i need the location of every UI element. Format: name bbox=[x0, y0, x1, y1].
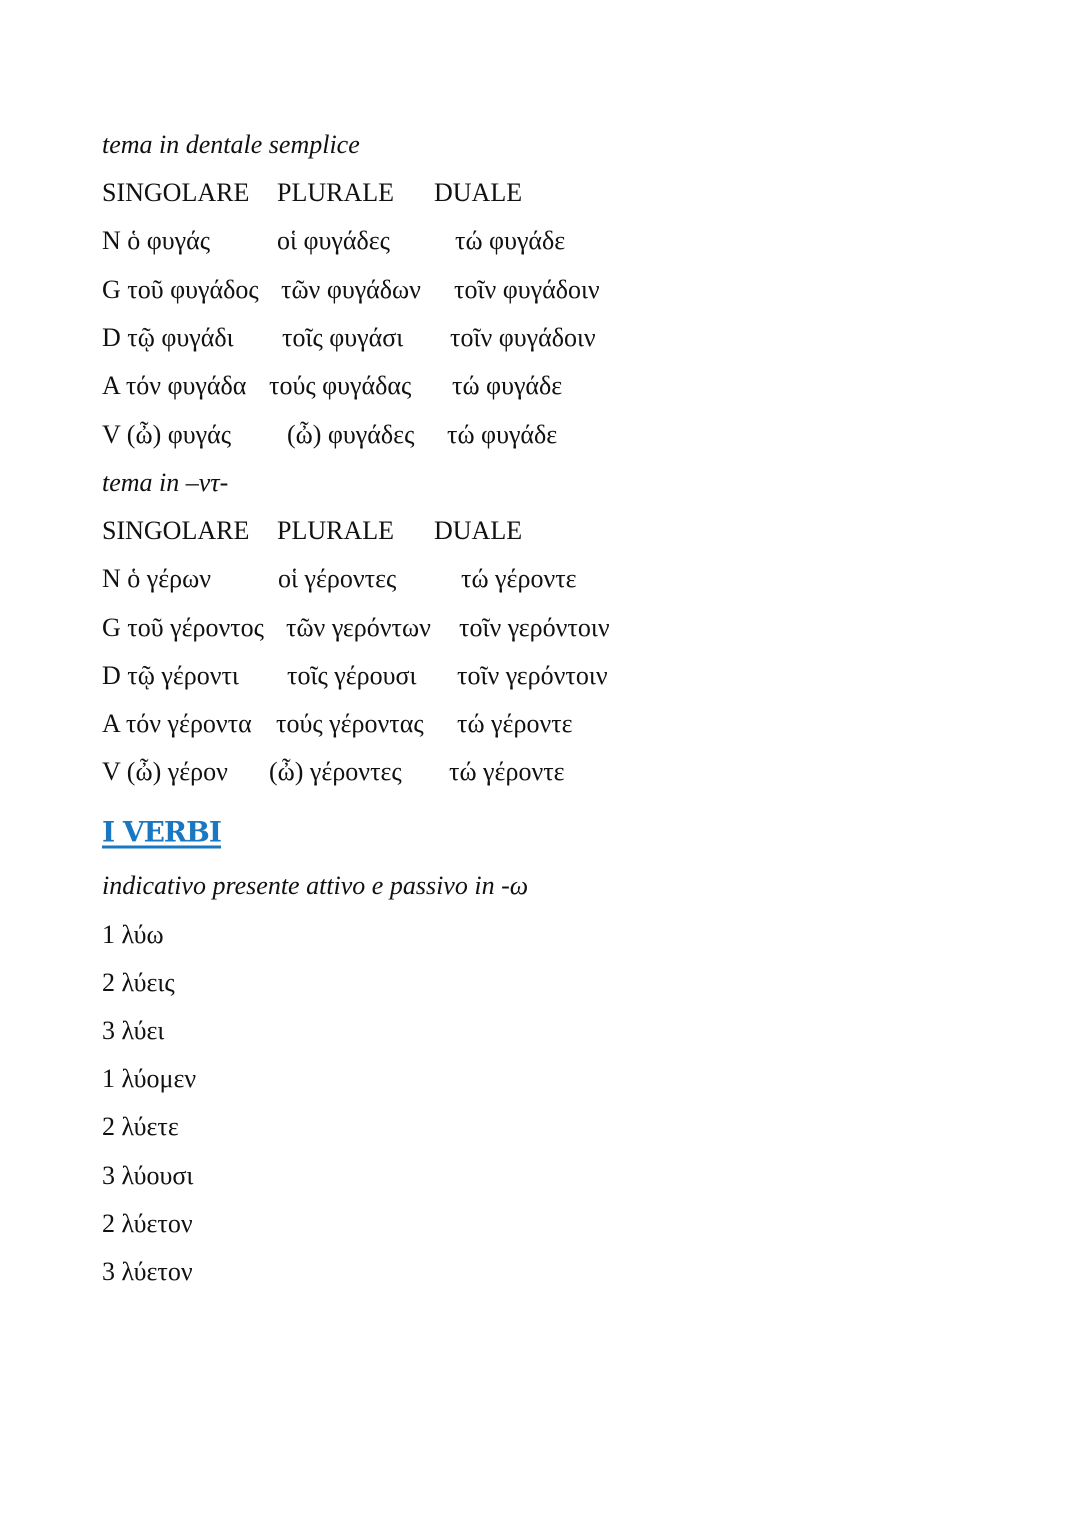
declension-cell: G τοῦ φυγάδος bbox=[102, 275, 259, 304]
column-header-plural: PLURALE bbox=[277, 516, 394, 545]
declension-cell: τώ γέροντε bbox=[449, 757, 565, 786]
declension-cell: N ὁ φυγάς bbox=[102, 226, 211, 255]
declension-cell: οἱ φυγάδες bbox=[277, 226, 390, 255]
declension-cell: A τόν φυγάδα bbox=[102, 371, 247, 400]
declension-cell: τοῖν φυγάδοιν bbox=[454, 275, 600, 304]
declension-cell: τώ γέροντε bbox=[461, 564, 577, 593]
declension-cell: τοῖν γερόντοιν bbox=[457, 661, 608, 690]
declension-cell: τῶν φυγάδων bbox=[281, 275, 421, 304]
declension-cell: τούς γέροντας bbox=[276, 709, 424, 738]
declension-cell: G τοῦ γέροντος bbox=[102, 613, 264, 642]
verbs-heading: I VERBI bbox=[102, 815, 221, 849]
declension-cell: (ὦ) γέροντες bbox=[269, 757, 402, 786]
declension-cell: τοῖς φυγάσι bbox=[282, 323, 404, 352]
verb-form: 2 λύετον bbox=[102, 1209, 193, 1238]
verb-form: 1 λύομεν bbox=[102, 1064, 197, 1093]
verb-form: 1 λύω bbox=[102, 920, 164, 949]
column-header-dual: DUALE bbox=[434, 178, 523, 207]
column-header-plural: PLURALE bbox=[277, 178, 394, 207]
column-header-singular: SINGOLARE bbox=[102, 178, 250, 207]
declension-cell: A τόν γέροντα bbox=[102, 709, 252, 738]
verb-form: 3 λύουσι bbox=[102, 1161, 194, 1190]
declension-cell: τώ γέροντε bbox=[457, 709, 573, 738]
declension-cell: D τῷ γέροντι bbox=[102, 661, 239, 690]
declension-cell: τώ φυγάδε bbox=[447, 420, 558, 449]
column-header-singular: SINGOLARE bbox=[102, 516, 250, 545]
column-header-dual: DUALE bbox=[434, 516, 523, 545]
declension-cell: τώ φυγάδε bbox=[452, 371, 563, 400]
verb-form: 2 λύεις bbox=[102, 968, 175, 997]
declension-cell: τῶν γερόντων bbox=[286, 613, 431, 642]
declension-cell: V (ὦ) γέρον bbox=[102, 757, 228, 786]
verb-form: 3 λύει bbox=[102, 1016, 165, 1045]
declension-cell: V (ὦ) φυγάς bbox=[102, 420, 232, 449]
verb-form: 2 λύετε bbox=[102, 1112, 179, 1141]
verbs-subtitle: indicativo presente attivo e passivo in -ω bbox=[102, 871, 529, 900]
declension-cell: (ὦ) φυγάδες bbox=[287, 420, 415, 449]
declension-cell: τοῖν γερόντοιν bbox=[459, 613, 610, 642]
declension-cell: τοῖν φυγάδοιν bbox=[450, 323, 596, 352]
declension-cell: N ὁ γέρων bbox=[102, 564, 212, 593]
declension-cell: D τῷ φυγάδι bbox=[102, 323, 234, 352]
declension-cell: τούς φυγάδας bbox=[269, 371, 412, 400]
declension-cell: τοῖς γέρουσι bbox=[287, 661, 417, 690]
section-title: tema in –ντ- bbox=[102, 468, 229, 497]
verb-form: 3 λύετον bbox=[102, 1257, 193, 1286]
declension-cell: τώ φυγάδε bbox=[455, 226, 566, 255]
section-title: tema in dentale semplice bbox=[102, 130, 360, 159]
declension-cell: οἱ γέροντες bbox=[278, 564, 397, 593]
